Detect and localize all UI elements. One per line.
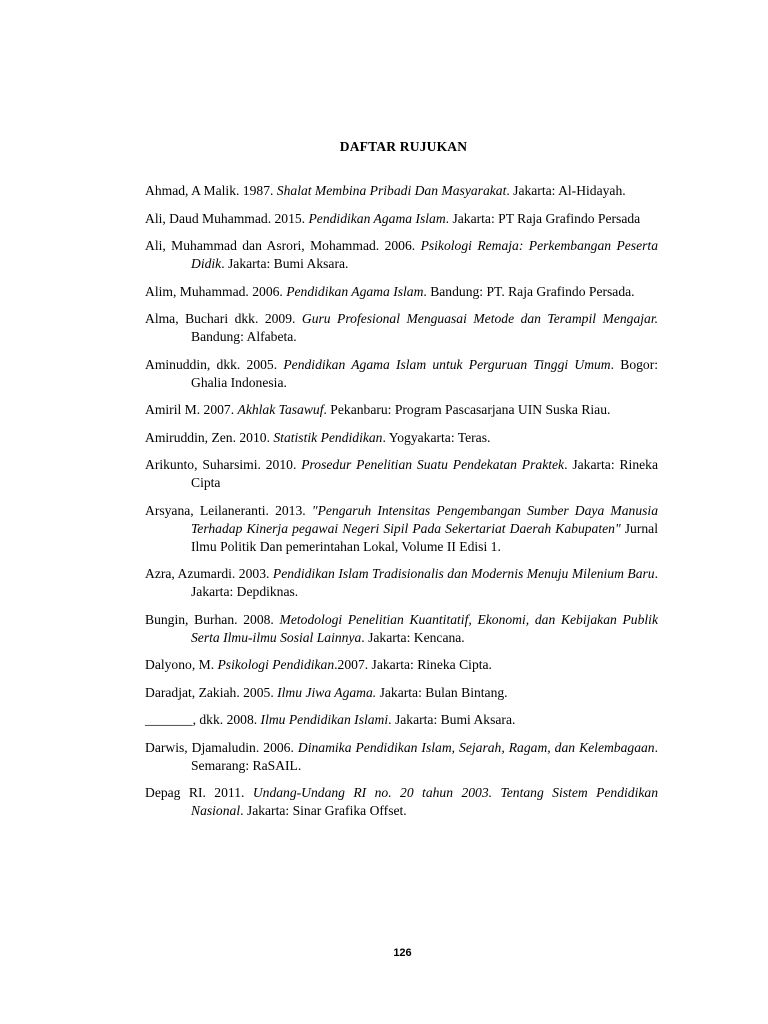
- reference-title: Pendidikan Agama Islam: [286, 283, 424, 299]
- reference-publisher: . Jakarta: Sinar Grafika Offset.: [240, 803, 407, 818]
- reference-title: Shalat Membina Pribadi Dan Masyarakat: [276, 183, 507, 198]
- reference-title: Pendidikan Islam Tradisionalis dan Modernis Menuju Milenium Baru: [272, 566, 655, 581]
- reference-author-year: _______, dkk. 2008.: [145, 712, 261, 727]
- reference-title: "Pengaruh Intensitas Pengembangan Sumber Daya Manusia Terhadap Kinerja pegawai Negeri Sipil Pada Sekertariat Daerah Kabupaten": [191, 502, 658, 536]
- reference-author-year: Ali, Muhammad dan Asrori, Mohammad. 2006.: [145, 238, 421, 253]
- reference-publisher: Jakarta: Bulan Bintang.: [376, 684, 508, 700]
- page-title: DAFTAR RUJUKAN: [339, 139, 468, 154]
- reference-entry: [145, 502, 658, 556]
- reference-title: Metodologi Penelitian Kuantitatif, Ekonomi, dan Kebijakan Publik Serta Ilmu-ilmu Sosial Lainnya: [191, 611, 658, 645]
- reference-entry: [145, 456, 658, 492]
- reference-publisher: . Jakarta: Kencana.: [361, 629, 465, 645]
- reference-title: Guru Profesional Menguasai Metode dan Terampil Mengajar.: [301, 311, 658, 326]
- reference-entry: [145, 356, 658, 392]
- reference-author-year: Alim, Muhammad. 2006.: [145, 283, 287, 299]
- reference-title: Dinamika Pendidikan Islam, Sejarah, Ragam, dan Kelembagaan: [297, 739, 655, 755]
- reference-title: Ilmu Jiwa Agama.: [277, 684, 377, 700]
- reference-title: Prosedur Penelitian Suatu Pendekatan Praktek: [301, 457, 565, 472]
- reference-author-year: Darwis, Djamaludin. 2006.: [145, 739, 298, 755]
- reference-entry: [145, 429, 658, 447]
- reference-title: Pendidikan Agama Islam untuk Perguruan Tinggi Umum: [283, 356, 611, 372]
- reference-publisher: . Jakarta: Al-Hidayah.: [506, 183, 626, 198]
- reference-entry: [145, 739, 658, 775]
- reference-title: Statistik Pendidikan: [273, 429, 383, 445]
- reference-entry: [145, 784, 658, 820]
- reference-author-year: Daradjat, Zakiah. 2005.: [145, 684, 278, 700]
- reference-author-year: Alma, Buchari dkk. 2009.: [145, 311, 302, 326]
- reference-entry: [145, 401, 658, 419]
- reference-entry: [145, 611, 658, 647]
- reference-entry: [145, 283, 658, 301]
- reference-publisher: Bandung: Alfabeta.: [191, 329, 297, 344]
- reference-author-year: Depag RI. 2011.: [145, 785, 253, 800]
- reference-entry: [145, 210, 658, 228]
- reference-publisher: . Jakarta: Bumi Aksara.: [388, 712, 516, 727]
- reference-author-year: Arikunto, Suharsimi. 2010.: [145, 457, 302, 472]
- reference-author-year: Ahmad, A Malik. 1987.: [145, 183, 277, 198]
- reference-entry: [145, 656, 658, 674]
- page-number: 126: [393, 947, 412, 959]
- reference-author-year: Aminuddin, dkk. 2005.: [145, 356, 284, 372]
- reference-author-year: Bungin, Burhan. 2008.: [145, 611, 280, 627]
- reference-author-year: Dalyono, M.: [145, 657, 218, 672]
- reference-publisher: Jurnal Ilmu Politik Dan pemerintahan Lokal, Volume II Edisi 1.: [191, 520, 658, 554]
- reference-entry: [145, 565, 658, 601]
- reference-entry: [145, 711, 658, 729]
- reference-entry: [145, 684, 658, 702]
- reference-publisher: . Yogyakarta: Teras.: [382, 429, 491, 445]
- reference-title: Psikologi Remaja: Perkembangan Peserta Didik: [191, 238, 658, 271]
- reference-entry: [145, 237, 658, 273]
- reference-publisher: . Jakarta: Depdiknas.: [191, 566, 659, 599]
- reference-publisher: . Bogor: Ghalia Indonesia.: [191, 356, 659, 390]
- reference-title: Akhlak Tasawuf: [237, 402, 324, 417]
- reference-title: Undang-Undang RI no. 20 tahun 2003. Tentang Sistem Pendidikan Nasional: [191, 785, 659, 818]
- reference-author-year: Ali, Daud Muhammad. 2015.: [145, 210, 309, 226]
- reference-publisher: .2007. Jakarta: Rineka Cipta.: [334, 657, 492, 672]
- reference-publisher: . Pekanbaru: Program Pascasarjana UIN Suska Riau.: [323, 402, 611, 417]
- reference-publisher: . Jakarta: PT Raja Grafindo Persada: [445, 210, 641, 226]
- reference-author-year: Amiruddin, Zen. 2010.: [145, 429, 274, 445]
- reference-author-year: Arsyana, Leilaneranti. 2013.: [145, 502, 312, 518]
- reference-title: Ilmu Pendidikan Islami: [260, 712, 389, 727]
- reference-author-year: Azra, Azumardi. 2003.: [145, 566, 273, 581]
- reference-publisher: . Jakarta: Bumi Aksara.: [221, 256, 349, 271]
- reference-entry: [145, 310, 658, 346]
- reference-publisher: . Jakarta: Rineka Cipta: [191, 457, 658, 490]
- reference-publisher: . Bandung: PT. Raja Grafindo Persada.: [423, 283, 635, 299]
- reference-publisher: . Semarang: RaSAIL.: [191, 739, 658, 773]
- reference-title: Pendidikan Agama Islam: [308, 210, 446, 226]
- reference-author-year: Amiril M. 2007.: [145, 402, 238, 417]
- reference-title: Psikologi Pendidikan: [217, 657, 335, 672]
- reference-entry: [145, 182, 658, 200]
- reference-list: [145, 182, 658, 830]
